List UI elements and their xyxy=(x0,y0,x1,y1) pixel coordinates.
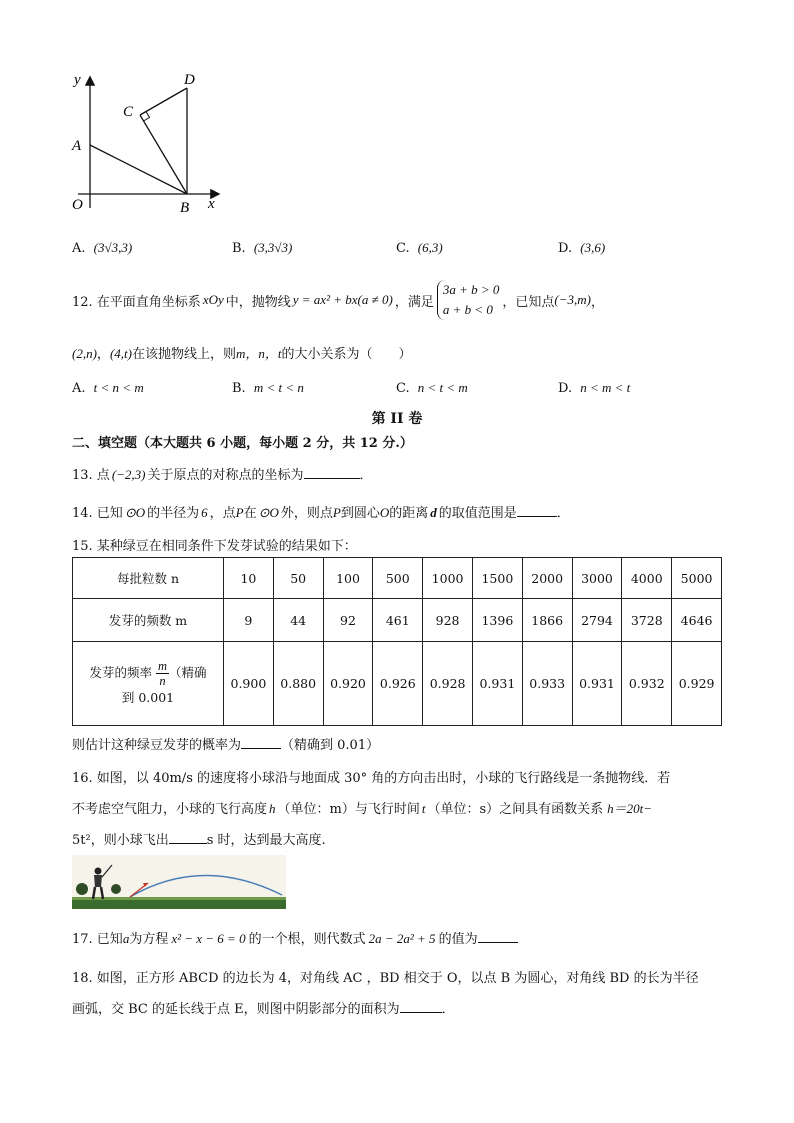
q16-line3: 5t²，则小球飞出 s 时，达到最大高度. xyxy=(72,833,326,848)
table-cell: 0.933 xyxy=(522,642,572,726)
q15-table xyxy=(72,557,722,726)
table-cell: 1396 xyxy=(472,599,522,642)
label-c: C xyxy=(123,104,134,120)
q12-option-d[interactable]: D. n < m < t xyxy=(558,380,631,396)
q17-answer-blank[interactable] xyxy=(478,930,518,943)
table-cell: 461 xyxy=(373,599,423,642)
q16-answer-blank[interactable] xyxy=(169,831,207,844)
table-cell: 0.880 xyxy=(273,642,323,726)
label-x: x xyxy=(208,196,215,212)
q16-line2: 不考虑空气阻力，小球的飞行高度 h （单位：m）与飞行时间 t （单位：s）之间具有函数关系 h＝20t− xyxy=(72,801,653,817)
table-cell: 3728 xyxy=(622,599,672,642)
part2-title: 二、填空题（本大题共 6 小题，每小题 2 分，共 12 分.） xyxy=(72,436,413,451)
table-cell: 50 xyxy=(273,558,323,599)
q17: 17. 已知a为方程 x² − x − 6 = 0 的一个根，则代数式 2a − 2a² + 5 的值为 xyxy=(72,928,518,947)
table-cell: 0.929 xyxy=(672,642,722,726)
q14-answer-blank[interactable] xyxy=(517,504,557,517)
table-row-m xyxy=(73,599,722,642)
table-cell: 2794 xyxy=(572,599,622,642)
table-row-n xyxy=(73,558,722,599)
table-cell: 4000 xyxy=(622,558,672,599)
q16-golf-illustration xyxy=(72,855,286,909)
table-cell: 0.931 xyxy=(472,642,522,726)
q16-line1: 16. 如图，以 40m/s 的速度将小球沿与地面成 30° 角的方向击出时，小球的飞行路线是一条抛物线．若 xyxy=(72,771,671,786)
q12-condition-system: 3a + b > 0 a + b < 0 xyxy=(437,280,500,320)
q18-answer-blank[interactable] xyxy=(400,1000,442,1013)
row-label-m: 发芽的频数 m xyxy=(73,599,224,642)
table-cell: 1500 xyxy=(472,558,522,599)
label-b: B xyxy=(180,200,190,216)
table-cell: 0.928 xyxy=(423,642,473,726)
q18-line1: 18. 如图，正方形 ABCD 的边长为 4，对角线 AC ，BD 相交于 O，以点 B 为圆心，对角线 BD 的长为半径 xyxy=(72,971,699,986)
table-cell: 928 xyxy=(423,599,473,642)
table-cell: 1866 xyxy=(522,599,572,642)
label-a: A xyxy=(72,138,82,154)
table-row-freq xyxy=(73,642,722,726)
section-title: 第 II 卷 xyxy=(371,411,423,427)
table-cell: 500 xyxy=(373,558,423,599)
row-label-freq: 发芽的频率 $\frac{m}{n}$ （精确 到 0.001 xyxy=(73,642,224,726)
segment-cd xyxy=(140,88,187,115)
table-cell: 0.900 xyxy=(224,642,274,726)
q12-line2: (2,n)，(4,t)在该抛物线上，则m，n，t的大小关系为（ ） xyxy=(72,346,412,362)
q13-answer-blank[interactable] xyxy=(304,466,360,479)
q18-line2: 画弧，交 BC 的延长线于点 E，则图中阴影部分的面积为 ． xyxy=(72,1002,455,1017)
table-cell: 10 xyxy=(224,558,274,599)
q12-option-c[interactable]: C. n < t < m xyxy=(396,380,468,396)
table-cell: 0.931 xyxy=(572,642,622,726)
table-cell: 9 xyxy=(224,599,274,642)
label-y: y xyxy=(74,72,81,88)
table-cell: 92 xyxy=(323,599,373,642)
q12-line1: 12. 在平面直角坐标系 xOy 中，抛物线 y = ax² + bx(a ≠ 0) ，满足 3a + b > 0 a + b < 0 ，已知点 (−3,m) ， xyxy=(72,282,604,318)
table-cell: 3000 xyxy=(572,558,622,599)
q14: 14. 已知 ⊙O 的半径为 6 ，点P在 ⊙O 外，则点P到圆心O的距离 d 的取值范围是 ． xyxy=(72,505,570,521)
table-cell: 1000 xyxy=(423,558,473,599)
table-cell: 2000 xyxy=(522,558,572,599)
ground xyxy=(72,899,286,909)
table-cell: 5000 xyxy=(672,558,722,599)
q11-option-c[interactable]: C. (6,3) xyxy=(396,240,443,256)
q12-option-b[interactable]: B. m < t < n xyxy=(232,380,304,396)
q15-intro: 15. 某种绿豆在相同条件下发芽试验的结果如下： xyxy=(72,539,357,554)
table-cell: 4646 xyxy=(672,599,722,642)
label-d: D xyxy=(184,72,195,88)
table-cell: 0.932 xyxy=(622,642,672,726)
row-label-n: 每批粒数 n xyxy=(73,558,224,599)
q11-option-d[interactable]: D. (3,6) xyxy=(558,240,606,256)
q11-option-b[interactable]: B. (3,3√3) xyxy=(232,240,293,256)
q15-tail: 则估计这种绿豆发芽的概率为 （精确到 0.01） xyxy=(72,738,380,753)
table-cell: 100 xyxy=(323,558,373,599)
q12-option-a[interactable]: A. t < n < m xyxy=(72,380,144,396)
q15-answer-blank[interactable] xyxy=(241,736,281,749)
q11-option-a[interactable]: A. (3√3,3) xyxy=(72,240,133,256)
q13: 13. 点 (−2,3) 关于原点的对称点的坐标为 ． xyxy=(72,467,373,483)
label-o: O xyxy=(72,197,83,213)
table-cell: 0.926 xyxy=(373,642,423,726)
q11-figure xyxy=(60,68,230,218)
frac-m-over-n: $\frac{m}{n}$ xyxy=(157,659,167,688)
table-cell: 44 xyxy=(273,599,323,642)
table-cell: 0.920 xyxy=(323,642,373,726)
